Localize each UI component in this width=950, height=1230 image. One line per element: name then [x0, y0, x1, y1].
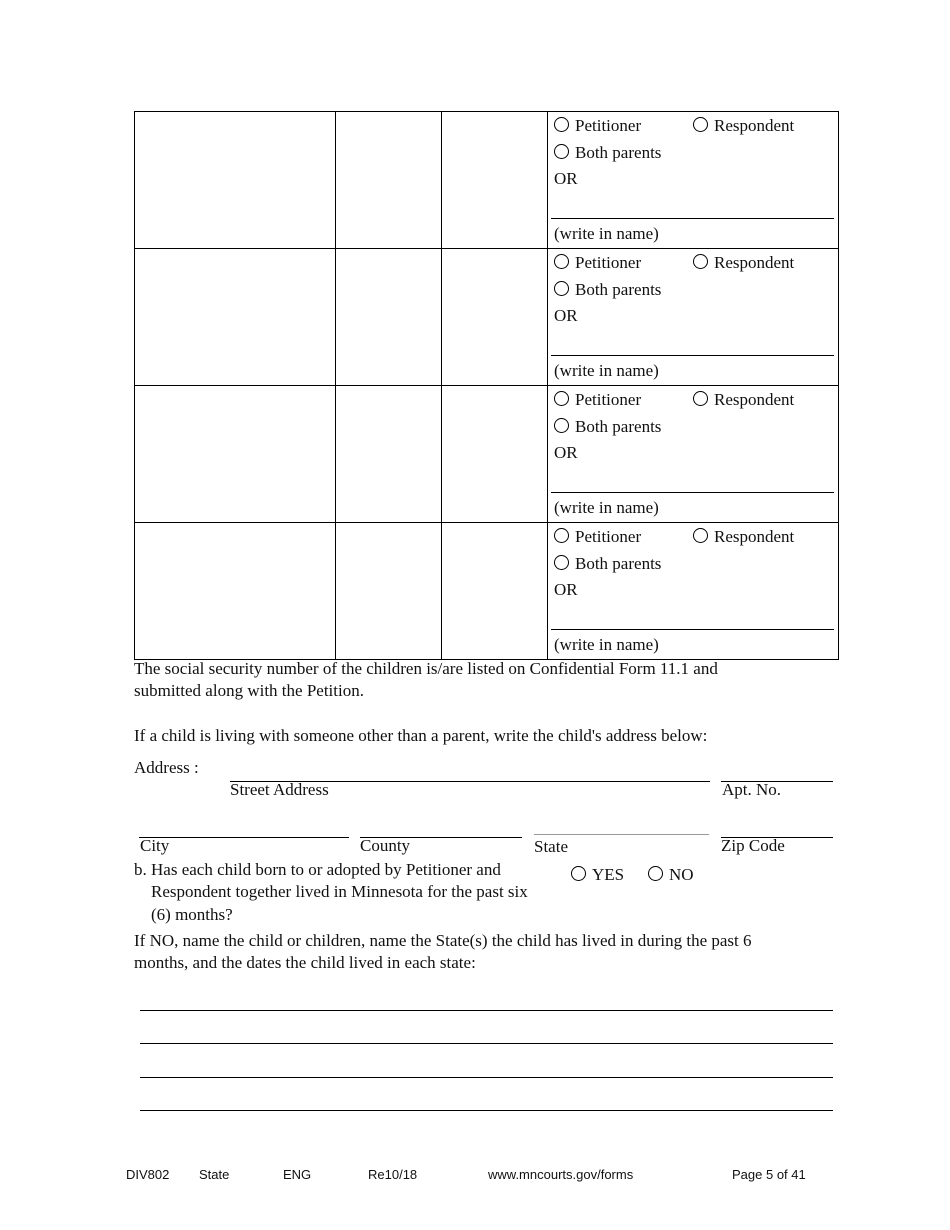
write-in-name-field[interactable] [551, 629, 834, 630]
or-text: OR [554, 169, 578, 188]
petitioner-option[interactable] [554, 116, 641, 136]
both-parents-radio-icon[interactable] [554, 555, 569, 570]
respondent-label: Respondent [714, 527, 795, 546]
child-name-cell[interactable] [135, 112, 336, 249]
both-parents-label: Both parents [575, 143, 662, 162]
address-label: Address : [134, 758, 199, 777]
question-b-line1: b. Has each child born to or adopted by Petitioner and [134, 860, 501, 879]
footer-page-number: Page 5 of 41 [732, 1167, 806, 1182]
child-row [135, 112, 839, 249]
write-in-name-label: (write in name) [554, 498, 659, 517]
child-row [135, 386, 839, 523]
write-in-name-field[interactable] [551, 492, 834, 493]
address-intro: If a child is living with someone other than a parent, write the child's address below: [134, 726, 708, 745]
petitioner-option[interactable] [554, 390, 641, 410]
children-table [134, 111, 839, 660]
child-age-cell[interactable] [442, 523, 548, 660]
state-history-line-3[interactable] [140, 1077, 833, 1078]
respondent-label: Respondent [714, 253, 795, 272]
petitioner-label: Petitioner [575, 253, 642, 272]
yes-option[interactable] [571, 865, 624, 885]
child-birthdate-cell[interactable] [336, 249, 442, 386]
child-residence-cell [548, 523, 839, 660]
child-residence-cell [548, 386, 839, 523]
respondent-label: Respondent [714, 390, 795, 409]
write-in-name-field[interactable] [551, 218, 834, 219]
if-no-line2: months, and the dates the child lived in each state: [134, 953, 476, 972]
question-b-line2: Respondent together lived in Minnesota for the past six [151, 882, 528, 901]
ssn-note-line2: submitted along with the Petition. [134, 681, 364, 700]
state-history-line-2[interactable] [140, 1043, 833, 1044]
state-history-line-4[interactable] [140, 1110, 833, 1111]
both-parents-option[interactable] [554, 280, 661, 300]
child-birthdate-cell[interactable] [336, 523, 442, 660]
both-parents-option[interactable] [554, 143, 661, 163]
petitioner-radio-icon[interactable] [554, 117, 569, 132]
county-label: County [360, 836, 411, 855]
petitioner-radio-icon[interactable] [554, 528, 569, 543]
child-age-cell[interactable] [442, 249, 548, 386]
child-row [135, 249, 839, 386]
footer-form-id: DIV802 [126, 1167, 170, 1182]
no-radio-icon[interactable] [648, 866, 663, 881]
or-text: OR [554, 580, 578, 599]
no-label: NO [669, 865, 694, 884]
question-b-line3: (6) months? [151, 905, 233, 924]
footer-jurisdiction: State [199, 1167, 230, 1182]
ssn-note-line1: The social security number of the children is/are listed on Confidential Form 11.1 and [134, 659, 718, 678]
child-birthdate-cell[interactable] [336, 112, 442, 249]
or-text: OR [554, 306, 578, 325]
child-name-cell[interactable] [135, 249, 336, 386]
state-label: State [534, 837, 568, 856]
yes-radio-icon[interactable] [571, 866, 586, 881]
city-label: City [140, 836, 170, 855]
state-history-line-1[interactable] [140, 1010, 833, 1011]
if-no-line1: If NO, name the child or children, name the State(s) the child has lived in during the past 6 [134, 931, 752, 950]
footer-website[interactable]: www.mncourts.gov/forms [488, 1167, 634, 1182]
petitioner-radio-icon[interactable] [554, 254, 569, 269]
respondent-option[interactable] [693, 527, 794, 547]
respondent-radio-icon[interactable] [693, 391, 708, 406]
both-parents-label: Both parents [575, 554, 662, 573]
both-parents-radio-icon[interactable] [554, 281, 569, 296]
both-parents-label: Both parents [575, 280, 662, 299]
child-residence-cell [548, 249, 839, 386]
respondent-radio-icon[interactable] [693, 117, 708, 132]
both-parents-label: Both parents [575, 417, 662, 436]
child-name-cell[interactable] [135, 523, 336, 660]
child-row [135, 523, 839, 660]
write-in-name-label: (write in name) [554, 635, 659, 654]
petitioner-label: Petitioner [575, 116, 642, 135]
or-text: OR [554, 443, 578, 462]
apt-no-label: Apt. No. [722, 780, 782, 799]
write-in-name-label: (write in name) [554, 224, 659, 243]
state-field[interactable] [534, 834, 709, 835]
child-birthdate-cell[interactable] [336, 386, 442, 523]
no-option[interactable] [648, 865, 694, 885]
respondent-option[interactable] [693, 390, 794, 410]
respondent-radio-icon[interactable] [693, 528, 708, 543]
footer-revision: Re10/18 [368, 1167, 418, 1182]
footer-language: ENG [283, 1167, 312, 1182]
child-age-cell[interactable] [442, 112, 548, 249]
write-in-name-field[interactable] [551, 355, 834, 356]
write-in-name-label: (write in name) [554, 361, 659, 380]
both-parents-option[interactable] [554, 554, 661, 574]
both-parents-radio-icon[interactable] [554, 144, 569, 159]
child-age-cell[interactable] [442, 386, 548, 523]
petitioner-label: Petitioner [575, 527, 642, 546]
child-residence-cell [548, 112, 839, 249]
respondent-label: Respondent [714, 116, 795, 135]
street-address-label: Street Address [230, 780, 329, 799]
respondent-radio-icon[interactable] [693, 254, 708, 269]
child-name-cell[interactable] [135, 386, 336, 523]
city-field[interactable] [139, 837, 349, 838]
petitioner-option[interactable] [554, 527, 641, 547]
respondent-option[interactable] [693, 116, 794, 136]
both-parents-radio-icon[interactable] [554, 418, 569, 433]
petitioner-option[interactable] [554, 253, 641, 273]
yes-label: YES [592, 865, 625, 884]
zip-code-label: Zip Code [721, 836, 785, 855]
both-parents-option[interactable] [554, 417, 661, 437]
petitioner-label: Petitioner [575, 390, 642, 409]
petitioner-radio-icon[interactable] [554, 391, 569, 406]
respondent-option[interactable] [693, 253, 794, 273]
